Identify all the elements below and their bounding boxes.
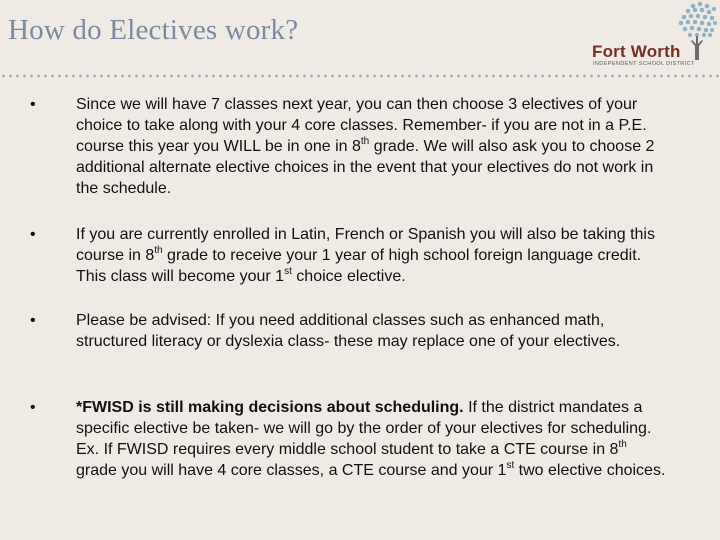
text-run: Since we will have 7 classes next year, you can then choose 3 electives of your choice to take along with your 4 core classes. Remember- if you are not in a P.E. course this year you WILL be in one in 8 (76, 96, 647, 155)
logo-subtitle: INDEPENDENT SCHOOL DISTRICT (593, 61, 695, 67)
superscript: th (154, 244, 163, 256)
bullet-text (76, 397, 666, 481)
bullet-marker: • (30, 312, 36, 329)
bullet-text (76, 224, 666, 287)
bullet-marker: • (30, 96, 36, 113)
dotted-divider (0, 74, 720, 78)
fort-worth-isd-logo (590, 0, 720, 72)
text-run: choice elective. (291, 268, 406, 285)
text-run: If you are currently enrolled in Latin, French or Spanish you will also be taking this course in 8 (76, 226, 655, 264)
text-run: grade. We will also ask you to choose 2 additional alternate elective choices in the event that your electives do not work in the schedule. (76, 138, 655, 197)
bullet-text (76, 94, 666, 199)
bullet-marker: • (30, 226, 36, 243)
text-run: Please be advised: If you need additional classes such as enhanced math, structured literacy or dyslexia class- these may replace one of your electives. (76, 312, 621, 350)
superscript: th (618, 438, 627, 450)
bold-text-run: *FWISD is still making decisions about scheduling. (76, 399, 464, 416)
text-run: If the district mandates a specific elective be taken- we will go by the order of your electives for scheduling. Ex. If FWISD requires every middle school student to take a CTE course in 8 (76, 399, 652, 458)
bullet-marker: • (30, 399, 36, 416)
superscript: st (284, 265, 292, 277)
logo-name: Fort Worth (592, 42, 681, 61)
text-run: grade you will have 4 core classes, a CTE course and your 1 (76, 462, 507, 479)
superscript: th (360, 135, 370, 147)
superscript: st (506, 459, 515, 471)
slide-title: How do Electives work? (8, 14, 299, 46)
text-run: two elective choices. (514, 462, 666, 479)
bullet-text (76, 310, 666, 352)
text-run: grade to receive your 1 year of high school foreign language credit. This class will become your 1 (76, 247, 642, 285)
